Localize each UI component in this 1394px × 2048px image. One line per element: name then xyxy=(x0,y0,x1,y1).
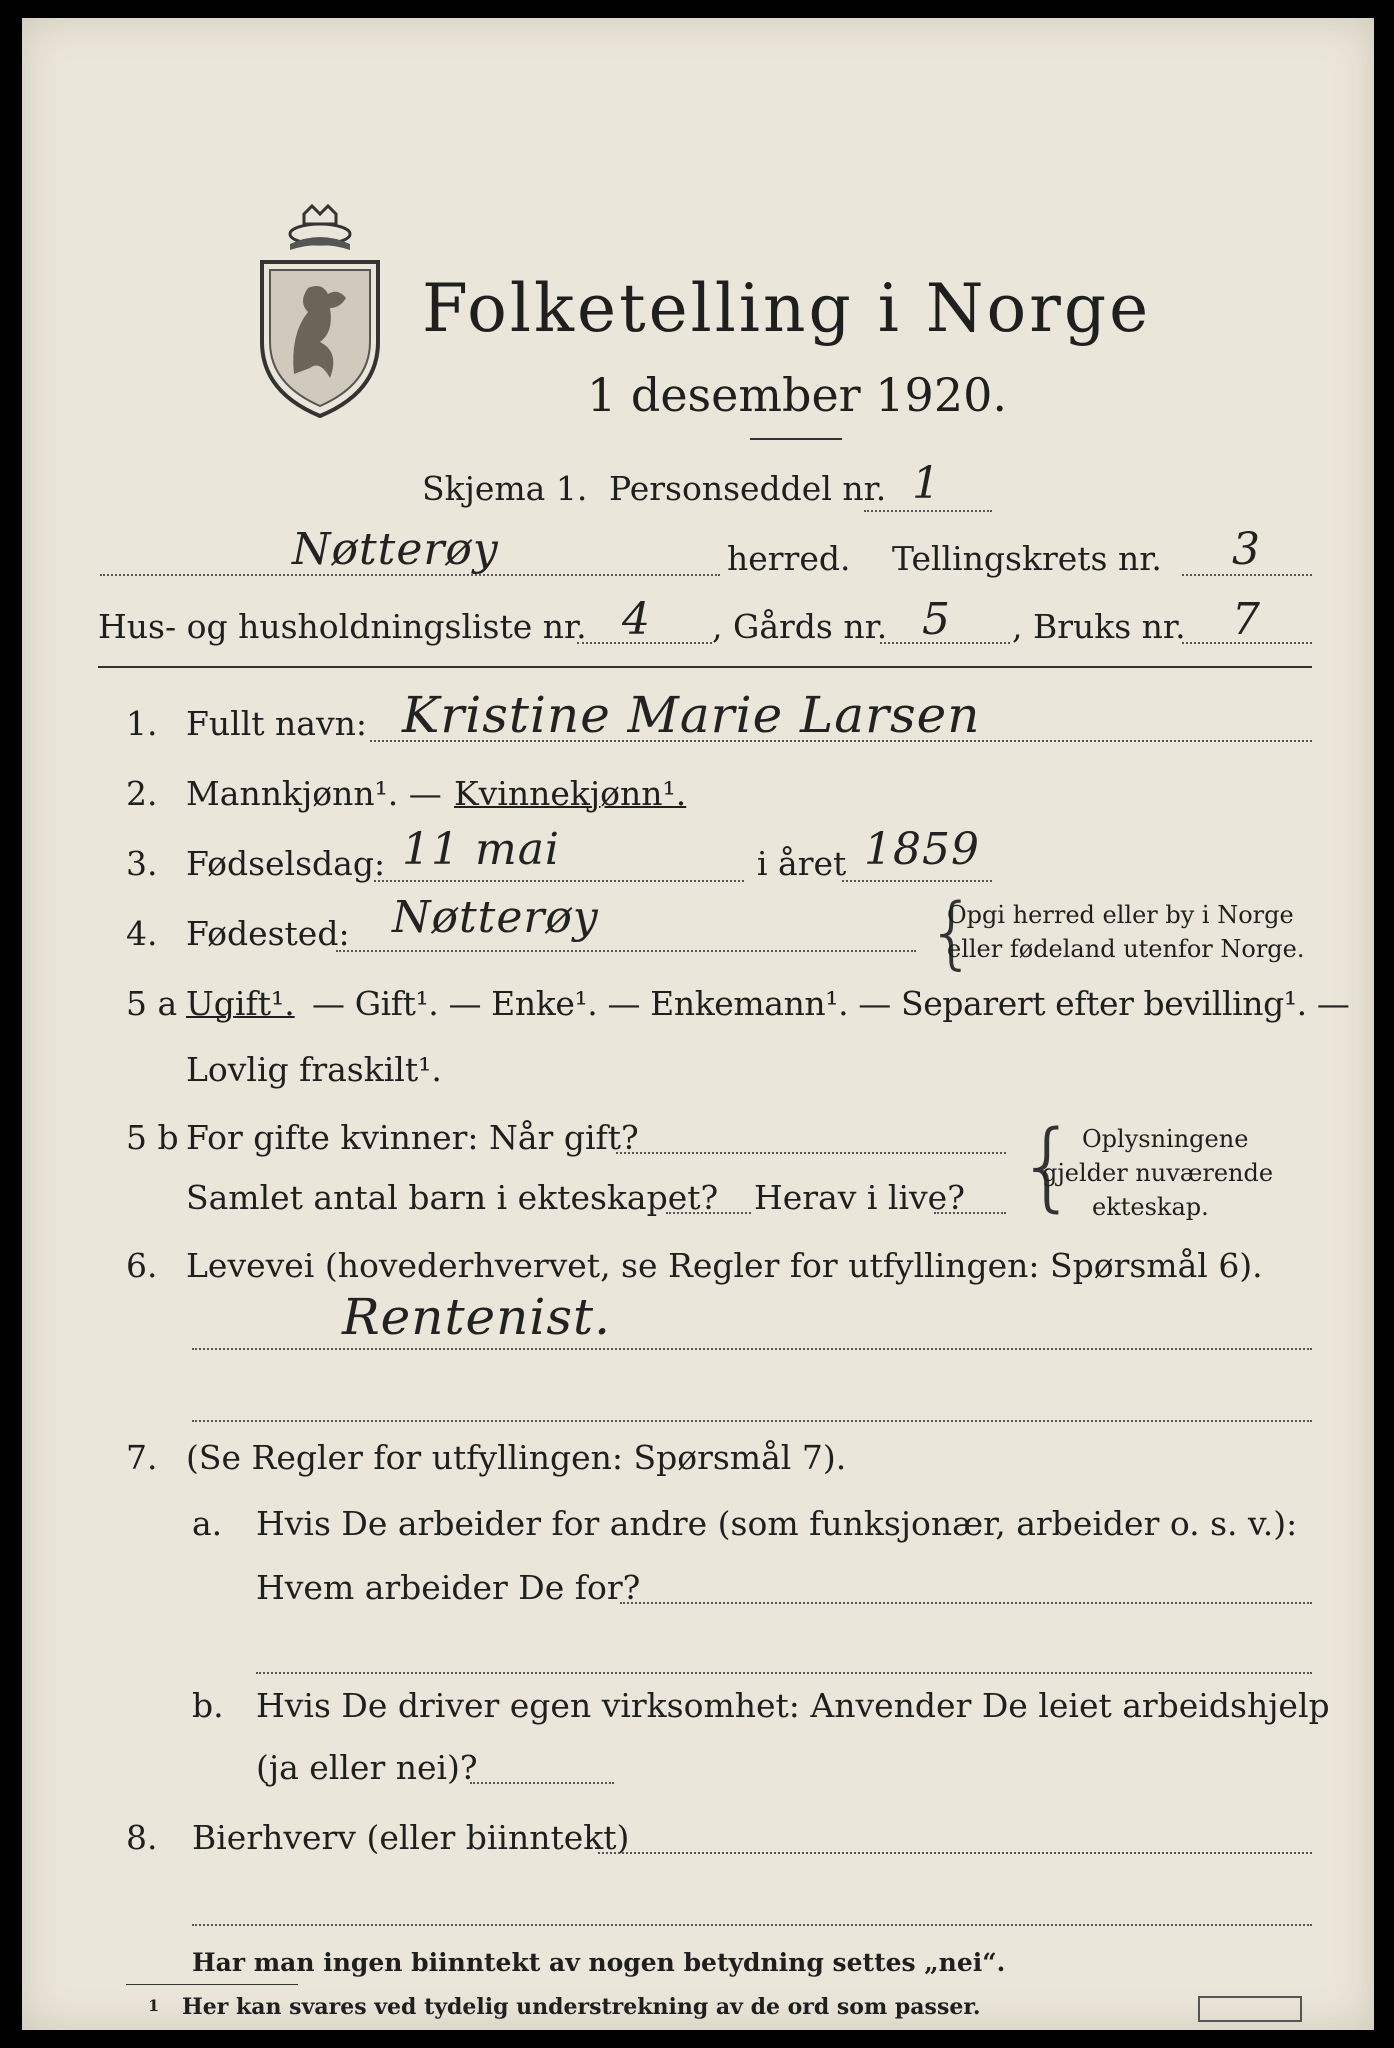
q3-number: 3. xyxy=(126,844,158,883)
hus-value[interactable]: 4 xyxy=(622,594,651,645)
hired-help-line xyxy=(470,1782,614,1784)
tellingskrets-value[interactable]: 3 xyxy=(1232,524,1261,575)
occupation-value[interactable]: Rentenist. xyxy=(342,1288,611,1346)
footnote-mark: 1 xyxy=(148,1996,160,2015)
q5b-note-line-3: ekteskap. xyxy=(1092,1193,1209,1221)
q5a-ugift: Ugift¹. xyxy=(186,984,295,1023)
q7b-letter: b. xyxy=(192,1686,224,1725)
q8-label: Bierhverv (eller biinntekt) xyxy=(192,1818,630,1857)
q2-female-label: Kvinnekjønn¹. xyxy=(454,774,687,813)
hus-label: Hus- og husholdningsliste nr. xyxy=(98,607,587,646)
herred-label: herred. xyxy=(727,539,851,578)
bruks-value[interactable]: 7 xyxy=(1232,594,1261,645)
q5b-alive-label: Herav i live? xyxy=(754,1178,965,1217)
q7a-employer-label: Hvem arbeider De for? xyxy=(256,1568,641,1607)
secondary-income-line-2 xyxy=(192,1924,1312,1926)
title-divider xyxy=(750,438,842,440)
q4-brace: { xyxy=(927,888,977,978)
income-note: Har man ingen biinntekt av nogen betydning settes „nei“. xyxy=(192,1948,1006,1977)
gards-value[interactable]: 5 xyxy=(922,594,951,645)
q5b-brace: { xyxy=(1017,1110,1079,1222)
birthday-line xyxy=(374,880,744,882)
tellingskrets-label: Tellingskrets nr. xyxy=(892,539,1162,578)
q5a-number: 5 a xyxy=(126,984,178,1023)
q5b-number: 5 b xyxy=(126,1118,179,1157)
q5b-children-label: Samlet antal barn i ekteskapet? xyxy=(186,1178,719,1217)
q2-number: 2. xyxy=(126,774,158,813)
bruks-label: , Bruks nr. xyxy=(1012,607,1186,646)
q8-number: 8. xyxy=(126,1818,158,1857)
footnote-text: Her kan svares ved tydelig understrekning av de ord som passer. xyxy=(182,1994,981,2020)
when-married-line xyxy=(616,1152,1006,1154)
q7-number: 7. xyxy=(126,1438,158,1477)
q1-number: 1. xyxy=(126,704,158,743)
municipality-value[interactable]: Nøtterøy xyxy=(292,524,499,575)
personseddel-line xyxy=(864,510,992,512)
q3-year-label: i året xyxy=(757,844,847,883)
q4-label: Fødested: xyxy=(186,914,350,953)
personseddel-label: Personseddel nr. xyxy=(609,469,887,508)
q5a-line-2: Lovlig fraskilt¹. xyxy=(186,1050,442,1089)
q7-label: (Se Regler for utfyllingen: Spørsmål 7). xyxy=(186,1438,847,1477)
birthplace-value[interactable]: Nøtterøy xyxy=(392,892,599,943)
q6-number: 6. xyxy=(126,1246,158,1285)
q7a-text: Hvis De arbeider for andre (som funksjonær, arbeider o. s. v.): xyxy=(256,1504,1298,1543)
birthplace-line xyxy=(336,950,916,952)
q4-note-line-1: Opgi herred eller by i Norge xyxy=(947,901,1294,929)
schema-label: Skjema 1. xyxy=(422,469,588,508)
employer-line xyxy=(620,1602,1312,1604)
personseddel-value[interactable]: 1 xyxy=(912,458,941,509)
employer-line-2 xyxy=(256,1672,1312,1674)
occupation-line-1 xyxy=(192,1348,1312,1350)
footnote-divider xyxy=(126,1984,298,1985)
census-form-page xyxy=(22,18,1374,2030)
q6-label: Levevei (hovederhvervet, se Regler for utfyllingen: Spørsmål 6). xyxy=(186,1246,1263,1285)
q4-number: 4. xyxy=(126,914,158,953)
q5b-when-married-label: For gifte kvinner: Når gift? xyxy=(186,1118,639,1157)
q1-label: Fullt navn: xyxy=(186,704,367,743)
census-date: 1 desember 1920. xyxy=(587,368,1007,422)
gards-label: , Gårds nr. xyxy=(712,607,888,646)
q7a-letter: a. xyxy=(192,1504,223,1543)
alive-line xyxy=(934,1212,1006,1214)
q7b-hired-help-label: (ja eller nei)? xyxy=(256,1748,478,1787)
header-divider xyxy=(98,666,1312,668)
full-name-value[interactable]: Kristine Marie Larsen xyxy=(402,686,981,744)
q5b-note-line-1: Oplysningene xyxy=(1082,1125,1249,1153)
birth-year-line xyxy=(842,880,992,882)
q7b-text: Hvis De driver egen virksomhet: Anvender De leiet arbeidshjelp xyxy=(256,1686,1330,1725)
birth-year-value[interactable]: 1859 xyxy=(864,824,980,875)
secondary-income-line xyxy=(598,1852,1312,1854)
birthday-value[interactable]: 11 mai xyxy=(402,824,561,875)
coat-of-arms-icon xyxy=(254,204,386,418)
form-title: Folketelling i Norge xyxy=(422,270,1152,347)
q5a-options: — Gift¹. — Enke¹. — Enkemann¹. — Separert efter bevilling¹. — xyxy=(312,984,1350,1023)
q4-note-line-2: eller fødeland utenfor Norge. xyxy=(947,935,1305,963)
q2-male-label: Mannkjønn¹. — xyxy=(186,774,442,813)
q3-label: Fødselsdag: xyxy=(186,844,386,883)
printer-stamp xyxy=(1198,1996,1302,2022)
occupation-line-2 xyxy=(192,1420,1312,1422)
q5b-note-line-2: gjelder nuværende xyxy=(1042,1159,1274,1187)
children-line xyxy=(666,1212,751,1214)
